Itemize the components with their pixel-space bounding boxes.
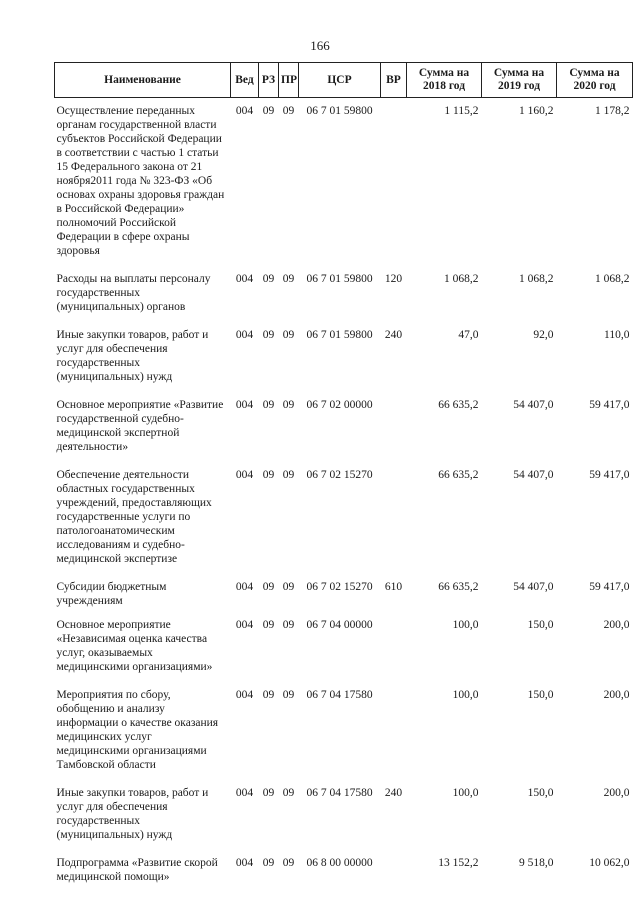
- row-sum-2020: 59 417,0: [589, 581, 630, 593]
- row-name: Основное мероприятие «Развитие государственной судебно-медицинской экспертной деятельности»: [56, 399, 224, 453]
- page-number: 166: [310, 38, 330, 53]
- row-ved: 004: [235, 787, 254, 799]
- row-sum-2018: 1 115,2: [444, 105, 479, 117]
- row-csr: 06 7 02 15270: [306, 581, 373, 593]
- header-name: Наименование: [55, 63, 231, 98]
- row-sum-2020: 110,0: [604, 329, 630, 341]
- row-csr: 06 7 01 59800: [306, 329, 373, 341]
- row-pr: 09: [282, 787, 295, 799]
- table-row: [55, 320, 633, 390]
- row-ved: 004: [235, 273, 254, 285]
- row-sum-2018: 66 635,2: [438, 581, 479, 593]
- row-sum-2019: 9 518,0: [519, 857, 554, 869]
- row-csr: 06 7 04 17580: [306, 689, 373, 701]
- row-sum-2019: 150,0: [527, 689, 554, 701]
- row-rz: 09: [262, 469, 275, 481]
- row-sum-2018: 1 068,2: [444, 273, 479, 285]
- row-vr: [381, 98, 407, 265]
- row-sum-2019: 1 068,2: [519, 273, 554, 285]
- row-sum-2020: 59 417,0: [589, 399, 630, 411]
- row-sum-2019: 54 407,0: [513, 399, 554, 411]
- budget-table: [54, 62, 633, 890]
- row-sum-2018: 66 635,2: [438, 469, 479, 481]
- row-rz: 09: [262, 581, 275, 593]
- header-rz: РЗ: [259, 63, 279, 98]
- row-vr: [381, 680, 407, 778]
- row-rz: 09: [262, 105, 275, 117]
- row-vr: 240: [384, 787, 403, 799]
- row-sum-2020: 1 068,2: [595, 273, 630, 285]
- row-sum-2020: 200,0: [603, 689, 630, 701]
- row-sum-2018: 66 635,2: [438, 399, 479, 411]
- row-rz: 09: [262, 689, 275, 701]
- row-pr: 09: [282, 469, 295, 481]
- header-sum-2020: Сумма на 2020 год: [557, 63, 633, 98]
- row-vr: [381, 614, 407, 680]
- header-sum-2018: Сумма на 2018 год: [407, 63, 482, 98]
- table-row: [55, 390, 633, 460]
- row-pr: 09: [282, 273, 295, 285]
- header-sum-2019: Сумма на 2019 год: [482, 63, 557, 98]
- row-vr: 120: [384, 273, 403, 285]
- row-name: Основное мероприятие «Независимая оценка качества услуг, оказываемых медицинскими организациями»: [56, 619, 213, 673]
- row-ved: 004: [235, 105, 254, 117]
- row-pr: 09: [282, 105, 295, 117]
- row-sum-2020: 1 178,2: [595, 105, 630, 117]
- row-csr: 06 7 04 17580: [306, 787, 373, 799]
- row-csr: 06 7 02 00000: [306, 399, 373, 411]
- row-sum-2019: 54 407,0: [513, 469, 554, 481]
- table-row: [55, 264, 633, 320]
- row-name: Субсидии бюджетным учреждениям: [56, 581, 167, 607]
- row-name: Расходы на выплаты персоналу государственных (муниципальных) органов: [56, 273, 211, 313]
- row-pr: 09: [282, 399, 295, 411]
- row-pr: 09: [282, 857, 295, 869]
- row-sum-2019: 92,0: [533, 329, 554, 341]
- row-sum-2018: 100,0: [452, 619, 479, 631]
- row-vr: [381, 390, 407, 460]
- row-vr: [381, 460, 407, 572]
- row-ved: 004: [235, 399, 254, 411]
- table-row: [55, 614, 633, 680]
- header-ved: Вед: [231, 63, 259, 98]
- row-rz: 09: [262, 787, 275, 799]
- table-row: [55, 460, 633, 572]
- row-sum-2020: 200,0: [603, 787, 630, 799]
- header-vr: ВР: [381, 63, 407, 98]
- row-ved: 004: [235, 581, 254, 593]
- row-ved: 004: [235, 619, 254, 631]
- row-csr: 06 8 00 00000: [306, 857, 373, 869]
- table-row: [55, 572, 633, 614]
- row-sum-2018: 13 152,2: [438, 857, 479, 869]
- row-rz: 09: [262, 329, 275, 341]
- table-row: [55, 680, 633, 778]
- row-name: Иные закупки товаров, работ и услуг для обеспечения государственных (муниципальных) нужд: [56, 329, 209, 383]
- row-name: Мероприятия по сбору, обобщению и анализу информации о качестве оказания медицинских услуг медицинскими организациями Тамбовской области: [56, 689, 219, 771]
- row-csr: 06 7 01 59800: [306, 105, 373, 117]
- row-csr: 06 7 01 59800: [306, 273, 373, 285]
- row-csr: 06 7 04 00000: [306, 619, 373, 631]
- row-pr: 09: [282, 689, 295, 701]
- header-pr: ПР: [279, 63, 299, 98]
- row-sum-2019: 150,0: [527, 619, 554, 631]
- row-sum-2018: 100,0: [452, 689, 479, 701]
- row-rz: 09: [262, 273, 275, 285]
- row-sum-2020: 59 417,0: [589, 469, 630, 481]
- table-header-row: [55, 63, 633, 98]
- row-sum-2019: 1 160,2: [519, 105, 554, 117]
- row-sum-2020: 200,0: [603, 619, 630, 631]
- row-name: Иные закупки товаров, работ и услуг для обеспечения государственных (муниципальных) нужд: [56, 787, 209, 841]
- header-csr: ЦСР: [299, 63, 381, 98]
- row-pr: 09: [282, 329, 295, 341]
- row-ved: 004: [235, 469, 254, 481]
- row-ved: 004: [235, 857, 254, 869]
- row-sum-2019: 150,0: [527, 787, 554, 799]
- row-sum-2018: 47,0: [458, 329, 479, 341]
- row-ved: 004: [235, 329, 254, 341]
- row-csr: 06 7 02 15270: [306, 469, 373, 481]
- row-name: Обеспечение деятельности областных государственных учреждений, предоставляющих государственные услуги по патологоанатомическим исследованиям и судебно-медицинской экспертизе: [56, 469, 212, 565]
- table-row: [55, 848, 633, 890]
- row-pr: 09: [282, 581, 295, 593]
- table-row: [55, 778, 633, 848]
- row-sum-2020: 10 062,0: [589, 857, 630, 869]
- row-vr: 610: [384, 581, 403, 593]
- row-vr: [381, 848, 407, 890]
- row-sum-2019: 54 407,0: [513, 581, 554, 593]
- row-name: Осуществление переданных органам государственной власти субъектов Российской Федерации в соответствии с частью 1 статьи 15 Федерального закона от 21 ноября2011 года № 323-ФЗ «Об основах охраны здоровья граждан в Российской Федерации» полномочий Российской Федерации в сфере охраны здоровья: [56, 105, 225, 257]
- row-vr: 240: [384, 329, 403, 341]
- row-ved: 004: [235, 689, 254, 701]
- row-name: Подпрограмма «Развитие скорой медицинской помощи»: [56, 857, 218, 883]
- row-pr: 09: [282, 619, 295, 631]
- row-sum-2018: 100,0: [452, 787, 479, 799]
- row-rz: 09: [262, 619, 275, 631]
- table-row: [55, 98, 633, 265]
- row-rz: 09: [262, 399, 275, 411]
- row-rz: 09: [262, 857, 275, 869]
